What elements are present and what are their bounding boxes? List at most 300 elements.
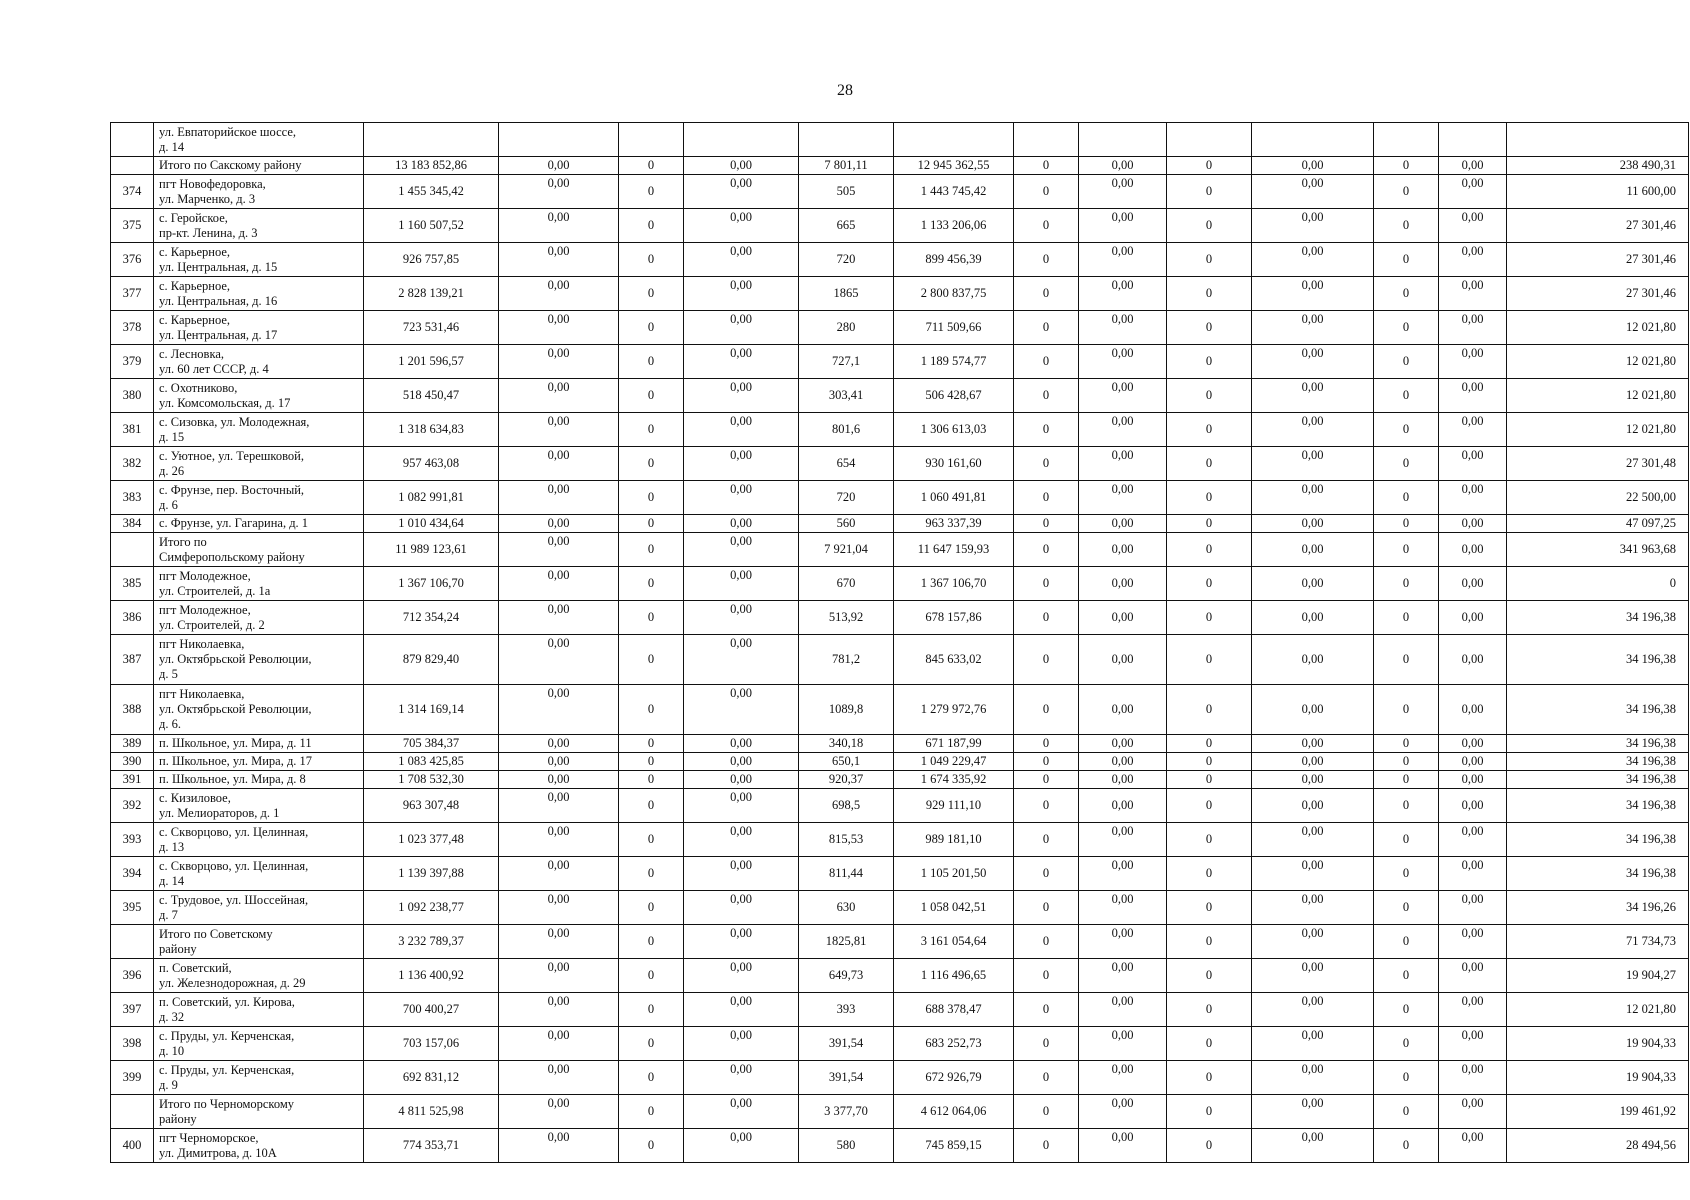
table-row bbox=[111, 243, 1689, 277]
total-cost: 700 400,27 bbox=[364, 993, 499, 1027]
cell-c10: 0,00 bbox=[1252, 345, 1374, 379]
cell-c12: 0,00 bbox=[1439, 857, 1507, 891]
address-cell bbox=[154, 601, 364, 635]
cell-c11: 0 bbox=[1374, 533, 1439, 567]
cell-area bbox=[799, 123, 894, 157]
cell-c3: 0 bbox=[619, 857, 684, 891]
total-cost: 1 318 634,83 bbox=[364, 413, 499, 447]
cell-c4 bbox=[684, 123, 799, 157]
cell-c12: 0,00 bbox=[1439, 753, 1507, 771]
cell-c9: 0 bbox=[1167, 481, 1252, 515]
cell-c6: 845 633,02 bbox=[894, 635, 1014, 685]
cell-c11: 0 bbox=[1374, 823, 1439, 857]
cell-c2: 0,00 bbox=[499, 1129, 619, 1163]
cell-c11: 0 bbox=[1374, 1129, 1439, 1163]
cell-c4: 0,00 bbox=[684, 311, 799, 345]
address-cell bbox=[154, 447, 364, 481]
cell-c13: 19 904,33 bbox=[1507, 1027, 1689, 1061]
cell-c11: 0 bbox=[1374, 209, 1439, 243]
table-row bbox=[111, 515, 1689, 533]
cell-c2: 0,00 bbox=[499, 345, 619, 379]
cell-c3: 0 bbox=[619, 601, 684, 635]
cell-c7: 0 bbox=[1014, 157, 1079, 175]
cell-c10: 0,00 bbox=[1252, 601, 1374, 635]
total-cost: 926 757,85 bbox=[364, 243, 499, 277]
cell-c2 bbox=[499, 123, 619, 157]
cell-c9: 0 bbox=[1167, 959, 1252, 993]
cell-c3: 0 bbox=[619, 533, 684, 567]
cell-area: 670 bbox=[799, 567, 894, 601]
table-row bbox=[111, 481, 1689, 515]
cell-c8: 0,00 bbox=[1079, 157, 1167, 175]
cell-c10: 0,00 bbox=[1252, 1129, 1374, 1163]
cell-c8: 0,00 bbox=[1079, 1027, 1167, 1061]
cell-c2: 0,00 bbox=[499, 857, 619, 891]
total-cost: 1 083 425,85 bbox=[364, 753, 499, 771]
address-line: с. Сизовка, ул. Молодежная, bbox=[159, 414, 310, 429]
cell-c9: 0 bbox=[1167, 925, 1252, 959]
total-cost: 518 450,47 bbox=[364, 379, 499, 413]
cell-c9: 0 bbox=[1167, 413, 1252, 447]
total-cost: 1 139 397,88 bbox=[364, 857, 499, 891]
cell-c13: 34 196,38 bbox=[1507, 601, 1689, 635]
address-line: д. 6. bbox=[159, 717, 181, 731]
cell-c9: 0 bbox=[1167, 567, 1252, 601]
cell-c7: 0 bbox=[1014, 447, 1079, 481]
cell-c11: 0 bbox=[1374, 1027, 1439, 1061]
cell-c9: 0 bbox=[1167, 735, 1252, 753]
total-cost: 1 010 434,64 bbox=[364, 515, 499, 533]
cell-c6: 989 181,10 bbox=[894, 823, 1014, 857]
total-cost: 705 384,37 bbox=[364, 735, 499, 753]
cell-c10: 0,00 bbox=[1252, 753, 1374, 771]
cell-c2: 0,00 bbox=[499, 311, 619, 345]
row-number: 389 bbox=[111, 735, 154, 753]
cell-c10: 0,00 bbox=[1252, 993, 1374, 1027]
address-cell bbox=[154, 533, 364, 567]
cell-c12: 0,00 bbox=[1439, 891, 1507, 925]
row-number: 395 bbox=[111, 891, 154, 925]
cell-c12: 0,00 bbox=[1439, 447, 1507, 481]
cell-area: 3 377,70 bbox=[799, 1095, 894, 1129]
address-cell bbox=[154, 1061, 364, 1095]
cell-c8: 0,00 bbox=[1079, 959, 1167, 993]
cell-c10 bbox=[1252, 123, 1374, 157]
cell-c7: 0 bbox=[1014, 533, 1079, 567]
address-cell bbox=[154, 735, 364, 753]
cell-c4: 0,00 bbox=[684, 771, 799, 789]
address-line: п. Советский, ул. Кирова, bbox=[159, 994, 295, 1009]
address-cell bbox=[154, 1027, 364, 1061]
cell-area: 580 bbox=[799, 1129, 894, 1163]
cell-c2: 0,00 bbox=[499, 789, 619, 823]
cell-c12: 0,00 bbox=[1439, 1129, 1507, 1163]
cell-c8: 0,00 bbox=[1079, 685, 1167, 735]
cell-c11: 0 bbox=[1374, 311, 1439, 345]
total-cost: 1 136 400,92 bbox=[364, 959, 499, 993]
cell-c2: 0,00 bbox=[499, 959, 619, 993]
cell-c8: 0,00 bbox=[1079, 481, 1167, 515]
cell-c8: 0,00 bbox=[1079, 771, 1167, 789]
table-row-total bbox=[111, 157, 1689, 175]
cell-area: 1825,81 bbox=[799, 925, 894, 959]
row-number: 382 bbox=[111, 447, 154, 481]
cell-c2: 0,00 bbox=[499, 175, 619, 209]
cell-area: 505 bbox=[799, 175, 894, 209]
cell-c4: 0,00 bbox=[684, 959, 799, 993]
address-line: ул. Строителей, д. 1а bbox=[159, 583, 271, 598]
address-line: пр-кт. Ленина, д. 3 bbox=[159, 225, 258, 240]
cell-c10: 0,00 bbox=[1252, 413, 1374, 447]
cell-c6: 12 945 362,55 bbox=[894, 157, 1014, 175]
address-cell bbox=[154, 789, 364, 823]
cell-c4: 0,00 bbox=[684, 243, 799, 277]
cell-c9: 0 bbox=[1167, 175, 1252, 209]
address-line: с. Фрунзе, ул. Гагарина, д. 1 bbox=[159, 516, 309, 530]
cell-c2: 0,00 bbox=[499, 533, 619, 567]
address-line: п. Школьное, ул. Мира, д. 11 bbox=[159, 736, 312, 750]
cell-c7: 0 bbox=[1014, 925, 1079, 959]
total-cost: 3 232 789,37 bbox=[364, 925, 499, 959]
cell-c6: 963 337,39 bbox=[894, 515, 1014, 533]
cell-c13: 34 196,38 bbox=[1507, 789, 1689, 823]
cell-area: 560 bbox=[799, 515, 894, 533]
cell-area: 303,41 bbox=[799, 379, 894, 413]
row-number: 381 bbox=[111, 413, 154, 447]
cell-c10: 0,00 bbox=[1252, 771, 1374, 789]
cell-c9 bbox=[1167, 123, 1252, 157]
cell-c3: 0 bbox=[619, 379, 684, 413]
table-row bbox=[111, 1061, 1689, 1095]
address-line: пгт Николаевка, bbox=[159, 637, 245, 651]
cell-c9: 0 bbox=[1167, 1129, 1252, 1163]
cell-c3: 0 bbox=[619, 567, 684, 601]
row-number: 380 bbox=[111, 379, 154, 413]
cell-c13: 71 734,73 bbox=[1507, 925, 1689, 959]
address-cell bbox=[154, 993, 364, 1027]
address-line: д. 10 bbox=[159, 1043, 185, 1058]
cell-c10: 0,00 bbox=[1252, 533, 1374, 567]
cell-c8: 0,00 bbox=[1079, 753, 1167, 771]
cell-c7: 0 bbox=[1014, 857, 1079, 891]
cell-area: 340,18 bbox=[799, 735, 894, 753]
address-line: Итого по Советскому bbox=[159, 926, 273, 941]
cell-c6: 930 161,60 bbox=[894, 447, 1014, 481]
address-line: ул. Октябрьской Революции, bbox=[159, 652, 312, 666]
cell-area: 654 bbox=[799, 447, 894, 481]
row-number: 377 bbox=[111, 277, 154, 311]
cell-c9: 0 bbox=[1167, 345, 1252, 379]
cell-c3: 0 bbox=[619, 771, 684, 789]
row-number: 398 bbox=[111, 1027, 154, 1061]
cell-c7: 0 bbox=[1014, 993, 1079, 1027]
cell-c12: 0,00 bbox=[1439, 993, 1507, 1027]
cell-c8: 0,00 bbox=[1079, 993, 1167, 1027]
table-row bbox=[111, 175, 1689, 209]
cell-c10: 0,00 bbox=[1252, 685, 1374, 735]
cell-c7: 0 bbox=[1014, 635, 1079, 685]
total-cost: 723 531,46 bbox=[364, 311, 499, 345]
cell-c3: 0 bbox=[619, 1095, 684, 1129]
address-line: д. 15 bbox=[159, 429, 185, 444]
cell-area: 698,5 bbox=[799, 789, 894, 823]
cell-c12: 0,00 bbox=[1439, 243, 1507, 277]
total-cost: 957 463,08 bbox=[364, 447, 499, 481]
cell-c11: 0 bbox=[1374, 635, 1439, 685]
cell-c3: 0 bbox=[619, 447, 684, 481]
cell-c10: 0,00 bbox=[1252, 1027, 1374, 1061]
table-row bbox=[111, 1027, 1689, 1061]
cell-area: 630 bbox=[799, 891, 894, 925]
cell-c8: 0,00 bbox=[1079, 891, 1167, 925]
address-line: с. Пруды, ул. Керченская, bbox=[159, 1062, 295, 1077]
address-line: с. Геройское, bbox=[159, 210, 228, 225]
cell-c13: 12 021,80 bbox=[1507, 379, 1689, 413]
cell-c11: 0 bbox=[1374, 891, 1439, 925]
table-row bbox=[111, 685, 1689, 735]
cell-c4: 0,00 bbox=[684, 413, 799, 447]
address-line: Итого по Черноморскому bbox=[159, 1096, 295, 1111]
cell-c11: 0 bbox=[1374, 567, 1439, 601]
cell-c10: 0,00 bbox=[1252, 243, 1374, 277]
cell-c13: 34 196,38 bbox=[1507, 753, 1689, 771]
cell-c3: 0 bbox=[619, 243, 684, 277]
address-line: д. 14 bbox=[159, 873, 185, 888]
cell-c7: 0 bbox=[1014, 481, 1079, 515]
cell-c10: 0,00 bbox=[1252, 735, 1374, 753]
row-number: 376 bbox=[111, 243, 154, 277]
cell-c4: 0,00 bbox=[684, 735, 799, 753]
cell-c8: 0,00 bbox=[1079, 175, 1167, 209]
address-line: пгт Молодежное, bbox=[159, 602, 251, 617]
cell-c8: 0,00 bbox=[1079, 1095, 1167, 1129]
cell-c12: 0,00 bbox=[1439, 157, 1507, 175]
cell-c7: 0 bbox=[1014, 243, 1079, 277]
cell-c6: 1 058 042,51 bbox=[894, 891, 1014, 925]
row-number: 390 bbox=[111, 753, 154, 771]
address-line: д. 26 bbox=[159, 463, 185, 478]
address-line: ул. Центральная, д. 17 bbox=[159, 327, 278, 342]
cell-c3: 0 bbox=[619, 277, 684, 311]
cell-c7: 0 bbox=[1014, 1061, 1079, 1095]
address-cell bbox=[154, 123, 364, 157]
cell-c11: 0 bbox=[1374, 1095, 1439, 1129]
table-row bbox=[111, 567, 1689, 601]
cell-c13: 34 196,38 bbox=[1507, 735, 1689, 753]
cell-c10: 0,00 bbox=[1252, 175, 1374, 209]
cell-c4: 0,00 bbox=[684, 993, 799, 1027]
cell-c9: 0 bbox=[1167, 277, 1252, 311]
address-cell bbox=[154, 175, 364, 209]
cell-c11: 0 bbox=[1374, 277, 1439, 311]
cell-c8: 0,00 bbox=[1079, 413, 1167, 447]
table-row bbox=[111, 635, 1689, 685]
cell-c9: 0 bbox=[1167, 1095, 1252, 1129]
cell-c2: 0,00 bbox=[499, 277, 619, 311]
cell-c13: 199 461,92 bbox=[1507, 1095, 1689, 1129]
address-line: с. Пруды, ул. Керченская, bbox=[159, 1028, 295, 1043]
cell-c10: 0,00 bbox=[1252, 925, 1374, 959]
address-line: ул. 60 лет СССР, д. 4 bbox=[159, 361, 269, 376]
cell-c7: 0 bbox=[1014, 959, 1079, 993]
cell-c10: 0,00 bbox=[1252, 1061, 1374, 1095]
row-number bbox=[111, 533, 154, 567]
cell-c8: 0,00 bbox=[1079, 1129, 1167, 1163]
total-cost: 1 314 169,14 bbox=[364, 685, 499, 735]
cell-c4: 0,00 bbox=[684, 447, 799, 481]
address-cell bbox=[154, 345, 364, 379]
cell-area: 1865 bbox=[799, 277, 894, 311]
address-line: ул. Центральная, д. 16 bbox=[159, 293, 278, 308]
cell-c12: 0,00 bbox=[1439, 635, 1507, 685]
row-number: 399 bbox=[111, 1061, 154, 1095]
cell-c11: 0 bbox=[1374, 789, 1439, 823]
address-line: ул. Октябрьской Революции, bbox=[159, 702, 312, 716]
address-line: д. 13 bbox=[159, 839, 185, 854]
cell-c7: 0 bbox=[1014, 753, 1079, 771]
cell-c13: 34 196,38 bbox=[1507, 771, 1689, 789]
cell-area: 391,54 bbox=[799, 1027, 894, 1061]
cell-c8: 0,00 bbox=[1079, 277, 1167, 311]
table-row bbox=[111, 311, 1689, 345]
cell-c3: 0 bbox=[619, 413, 684, 447]
row-number: 394 bbox=[111, 857, 154, 891]
cell-c7: 0 bbox=[1014, 823, 1079, 857]
address-line: пгт Николаевка, bbox=[159, 687, 245, 701]
cell-c3: 0 bbox=[619, 891, 684, 925]
cell-area: 801,6 bbox=[799, 413, 894, 447]
address-cell bbox=[154, 413, 364, 447]
address-cell bbox=[154, 635, 364, 685]
cell-c12: 0,00 bbox=[1439, 789, 1507, 823]
cell-c4: 0,00 bbox=[684, 1129, 799, 1163]
cell-c2: 0,00 bbox=[499, 209, 619, 243]
cell-c8: 0,00 bbox=[1079, 635, 1167, 685]
cell-c4: 0,00 bbox=[684, 1061, 799, 1095]
cell-c4: 0,00 bbox=[684, 209, 799, 243]
cell-c7: 0 bbox=[1014, 175, 1079, 209]
cell-c11: 0 bbox=[1374, 243, 1439, 277]
cell-c2: 0,00 bbox=[499, 567, 619, 601]
total-cost: 1 082 991,81 bbox=[364, 481, 499, 515]
cell-c11: 0 bbox=[1374, 515, 1439, 533]
total-cost: 1 708 532,30 bbox=[364, 771, 499, 789]
cell-c12: 0,00 bbox=[1439, 1061, 1507, 1095]
address-line: ул. Евпаторийское шоссе, bbox=[159, 124, 296, 139]
address-cell bbox=[154, 481, 364, 515]
row-number: 393 bbox=[111, 823, 154, 857]
address-line: с. Трудовое, ул. Шоссейная, bbox=[159, 892, 309, 907]
cell-c12 bbox=[1439, 123, 1507, 157]
cell-c9: 0 bbox=[1167, 685, 1252, 735]
total-cost: 963 307,48 bbox=[364, 789, 499, 823]
cell-c12: 0,00 bbox=[1439, 533, 1507, 567]
cell-c11: 0 bbox=[1374, 447, 1439, 481]
cell-area: 280 bbox=[799, 311, 894, 345]
cell-c2: 0,00 bbox=[499, 891, 619, 925]
cell-c11: 0 bbox=[1374, 771, 1439, 789]
cell-c11: 0 bbox=[1374, 157, 1439, 175]
cell-c4: 0,00 bbox=[684, 379, 799, 413]
address-cell bbox=[154, 209, 364, 243]
cell-c8: 0,00 bbox=[1079, 515, 1167, 533]
total-cost: 1 201 596,57 bbox=[364, 345, 499, 379]
address-cell bbox=[154, 311, 364, 345]
cell-c6: 672 926,79 bbox=[894, 1061, 1014, 1095]
cell-c6: 711 509,66 bbox=[894, 311, 1014, 345]
table-row bbox=[111, 959, 1689, 993]
cell-c6: 1 189 574,77 bbox=[894, 345, 1014, 379]
cell-area: 720 bbox=[799, 243, 894, 277]
address-cell bbox=[154, 1129, 364, 1163]
address-line: д. 6 bbox=[159, 497, 178, 512]
address-line: п. Школьное, ул. Мира, д. 17 bbox=[159, 754, 313, 768]
address-line: с. Кизиловое, bbox=[159, 790, 231, 805]
cell-c13: 28 494,56 bbox=[1507, 1129, 1689, 1163]
cell-c7: 0 bbox=[1014, 277, 1079, 311]
address-line: ул. Мелиораторов, д. 1 bbox=[159, 805, 280, 820]
row-number: 384 bbox=[111, 515, 154, 533]
cell-c9: 0 bbox=[1167, 635, 1252, 685]
cell-c4: 0,00 bbox=[684, 857, 799, 891]
cell-c12: 0,00 bbox=[1439, 925, 1507, 959]
address-line: ул. Центральная, д. 15 bbox=[159, 259, 278, 274]
cell-c7: 0 bbox=[1014, 311, 1079, 345]
table-row bbox=[111, 857, 1689, 891]
cell-c4: 0,00 bbox=[684, 515, 799, 533]
table-row bbox=[111, 379, 1689, 413]
cell-c3: 0 bbox=[619, 753, 684, 771]
cell-c12: 0,00 bbox=[1439, 735, 1507, 753]
cell-c4: 0,00 bbox=[684, 1095, 799, 1129]
cell-c12: 0,00 bbox=[1439, 771, 1507, 789]
cell-c3: 0 bbox=[619, 685, 684, 735]
cell-c13: 12 021,80 bbox=[1507, 413, 1689, 447]
cell-c13: 27 301,46 bbox=[1507, 243, 1689, 277]
cell-c9: 0 bbox=[1167, 447, 1252, 481]
address-cell bbox=[154, 157, 364, 175]
cell-c13: 27 301,48 bbox=[1507, 447, 1689, 481]
row-number bbox=[111, 157, 154, 175]
cell-c7: 0 bbox=[1014, 789, 1079, 823]
cell-c8: 0,00 bbox=[1079, 447, 1167, 481]
address-line: ул. Марченко, д. 3 bbox=[159, 191, 256, 206]
cell-c3: 0 bbox=[619, 925, 684, 959]
cell-c3: 0 bbox=[619, 959, 684, 993]
cell-area: 665 bbox=[799, 209, 894, 243]
cell-c13: 19 904,27 bbox=[1507, 959, 1689, 993]
address-line: с. Скворцово, ул. Целинная, bbox=[159, 858, 309, 873]
cell-c10: 0,00 bbox=[1252, 891, 1374, 925]
cell-c4: 0,00 bbox=[684, 685, 799, 735]
cell-area: 650,1 bbox=[799, 753, 894, 771]
cell-c12: 0,00 bbox=[1439, 601, 1507, 635]
address-cell bbox=[154, 891, 364, 925]
capital-repair-table bbox=[110, 122, 1689, 1163]
cell-c12: 0,00 bbox=[1439, 959, 1507, 993]
cell-c2: 0,00 bbox=[499, 1027, 619, 1061]
cell-c11: 0 bbox=[1374, 345, 1439, 379]
total-cost bbox=[364, 123, 499, 157]
cell-c12: 0,00 bbox=[1439, 515, 1507, 533]
cell-c13: 22 500,00 bbox=[1507, 481, 1689, 515]
address-cell bbox=[154, 567, 364, 601]
cell-c2: 0,00 bbox=[499, 1061, 619, 1095]
cell-c13: 34 196,38 bbox=[1507, 823, 1689, 857]
cell-c9: 0 bbox=[1167, 379, 1252, 413]
cell-c7: 0 bbox=[1014, 515, 1079, 533]
cell-c12: 0,00 bbox=[1439, 345, 1507, 379]
